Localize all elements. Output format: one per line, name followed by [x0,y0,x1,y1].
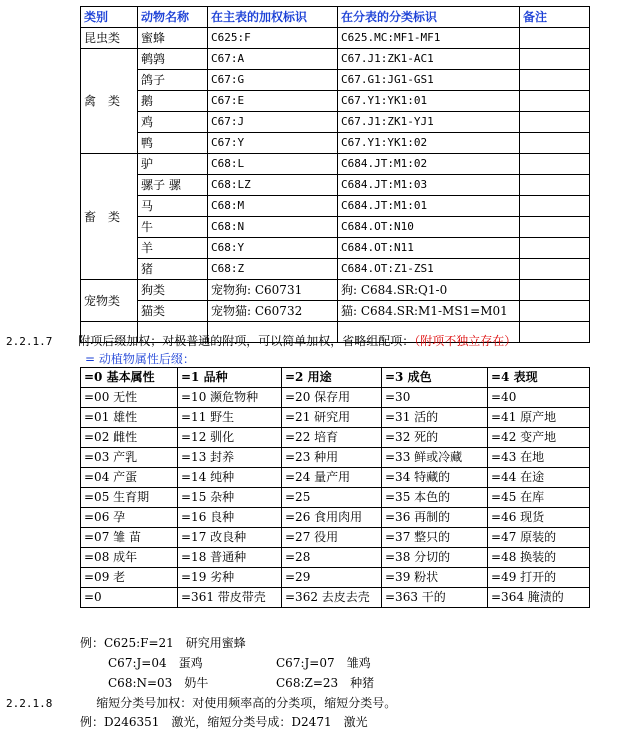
table-cell: 鹅 [138,91,208,112]
table-cell [520,238,590,259]
section-text: 缩短分类号加权：对使用频率高的分类项，缩短分类号。 [96,696,397,710]
table-cell: C68:L [208,154,338,175]
table-header-row [81,7,590,28]
table-cell: =24 量产用 [282,468,382,488]
table-cell: 蜜蜂 [138,28,208,49]
table-cell: =45 在库 [488,488,590,508]
table-cell: =03 产乳 [81,448,178,468]
header-remarks: 备注 [520,7,590,28]
table-cell: =14 纯种 [178,468,282,488]
header-category: 类别 [81,7,138,28]
table-cell: =27 役用 [282,528,382,548]
table-cell: C67:J [208,112,338,133]
table-cell: =12 驯化 [178,428,282,448]
header-appearance: =4 表现 [488,368,590,388]
table-cell: =32 死的 [382,428,488,448]
table-cell: =23 种用 [282,448,382,468]
header-main-weight-id: 在主表的加权标识 [208,7,338,28]
table-cell: C68:M [208,196,338,217]
table-cell: =00 无性 [81,388,178,408]
section-number: 2.2.1.7 [6,335,53,348]
table-row [81,70,590,91]
example-line-2a: C67:J=04 蛋鸡 [108,656,203,670]
table-cell: C684.JT:M1:03 [338,175,520,196]
table-cell: =22 培育 [282,428,382,448]
table-cell: =43 在地 [488,448,590,468]
table-row [81,196,590,217]
table-cell: C684.OT:N11 [338,238,520,259]
table-cell: C625:F [208,28,338,49]
table-cell: C684.JT:M1:02 [338,154,520,175]
table-cell: C68:Y [208,238,338,259]
table-cell: 羊 [138,238,208,259]
table-cell [520,49,590,70]
table-cell: =35 本色的 [382,488,488,508]
table-cell: C68:N [208,217,338,238]
table-cell: =49 打开的 [488,568,590,588]
header-basic-attr: =0 基本属性 [81,368,178,388]
table-cell: =18 普通种 [178,548,282,568]
table-cell: C625.MC:MF1-MF1 [338,28,520,49]
table-row [81,175,590,196]
table-cell: 鸽子 [138,70,208,91]
table-cell: =07 雏 苗 [81,528,178,548]
table-cell: =15 杂种 [178,488,282,508]
table-cell: =48 换装的 [488,548,590,568]
section-number: 2.2.1.8 [6,697,53,710]
table-row [81,49,590,70]
table-cell: C67.J1:ZK1-YJ1 [338,112,520,133]
table-cell [520,301,590,322]
table-cell: =361 带皮带壳 [178,588,282,608]
table-cell: =39 粉状 [382,568,488,588]
table-cell: =40 [488,388,590,408]
table-cell [520,217,590,238]
table-cell: 猫: C684.SR:M1-MS1=M01 [338,301,520,322]
table-cell: =44 在途 [488,468,590,488]
table-cell [520,112,590,133]
subheading-attr-suffix: = 动植物属性后缀： [85,352,195,366]
table-cell [520,133,590,154]
table-cell: 牛 [138,217,208,238]
table-cell: C67:A [208,49,338,70]
table-cell: 猫类 [138,301,208,322]
header-animal-name: 动物名称 [138,7,208,28]
table-cell: =11 野生 [178,408,282,428]
section-2217 [6,332,516,349]
table-row [81,488,590,508]
table-row [81,548,590,568]
table-cell: =30 [382,388,488,408]
table-cell: =29 [282,568,382,588]
table-cell: =17 改良种 [178,528,282,548]
table-cell [520,175,590,196]
example-line-2b: C67:J=07 雏鸡 [276,656,371,670]
table-cell: =16 良种 [178,508,282,528]
table-cell: =37 整只的 [382,528,488,548]
table-row [81,468,590,488]
table-cell: =33 鲜或冷藏 [382,448,488,468]
table-row [81,588,590,608]
table-cell: =08 成年 [81,548,178,568]
table-row [81,91,590,112]
animal-category-table [80,6,590,343]
table-cell [520,154,590,175]
table-cell: C67:G [208,70,338,91]
table-cell [520,28,590,49]
table-cell: C684.JT:M1:01 [338,196,520,217]
table-cell: =21 研究用 [282,408,382,428]
table-cell: =42 变产地 [488,428,590,448]
table-cell: =10 濒危物种 [178,388,282,408]
table-row [81,508,590,528]
table-cell [520,196,590,217]
table-cell: 昆虫类 [81,28,138,49]
table-row [81,388,590,408]
table-cell [520,70,590,91]
table-cell: 狗: C684.SR:Q1-0 [338,280,520,301]
table-cell: =06 孕 [81,508,178,528]
table-cell: C67.J1:ZK1-AC1 [338,49,520,70]
table-row [81,408,590,428]
table-row [81,217,590,238]
table-header-row [81,368,590,388]
table-row [81,528,590,548]
section-2218-example: 例：D246351 激光，缩短分类号成：D2471 激光 [80,715,368,729]
table-cell: =0 [81,588,178,608]
table-row [81,28,590,49]
table-cell: =46 现货 [488,508,590,528]
section-note: （附项不独立存在） [414,334,517,348]
table-cell: =364 腌渍的 [488,588,590,608]
table-cell: =26 食用肉用 [282,508,382,528]
table-row [81,280,590,301]
table-cell: 鸡 [138,112,208,133]
example-line-3a: C68:N=03 奶牛 [108,676,209,690]
table-cell [520,280,590,301]
table-cell: =41 原产地 [488,408,590,428]
table-row [81,259,590,280]
table-cell: =36 再制的 [382,508,488,528]
header-sub-class-id: 在分表的分类标识 [338,7,520,28]
table-cell: =01 雄性 [81,408,178,428]
table-cell: C67:E [208,91,338,112]
table-cell: =34 特藏的 [382,468,488,488]
table-cell: 猪 [138,259,208,280]
example-line-1: 例：C625:F=21 研究用蜜蜂 [80,636,246,650]
table-cell: =20 保存用 [282,388,382,408]
table-cell: 骡子 骡 [138,175,208,196]
table-cell: =363 干的 [382,588,488,608]
table-cell [520,322,590,343]
table-cell: C67.G1:JG1-GS1 [338,70,520,91]
table-cell: 畜 类 [81,154,138,280]
table-cell: C684.OT:N10 [338,217,520,238]
table-row [81,301,590,322]
table-cell: =362 去皮去壳 [282,588,382,608]
table-cell: =04 产蛋 [81,468,178,488]
table-cell: 宠物狗: C60731 [208,280,338,301]
table-row [81,568,590,588]
header-condition: =3 成色 [382,368,488,388]
table-cell: 宠物类 [81,280,138,322]
table-cell: =13 封养 [178,448,282,468]
table-cell: =02 雌性 [81,428,178,448]
table-cell: =47 原装的 [488,528,590,548]
table-cell: =25 [282,488,382,508]
section-text: 附项后缀加权；对极普通的附项，可以简单加权，省略组配项： [78,334,415,348]
table-row [81,133,590,154]
example-line-3b: C68:Z=23 种猪 [276,676,375,690]
header-usage: =2 用途 [282,368,382,388]
table-cell: C67.Y1:YK1:02 [338,133,520,154]
table-row [81,448,590,468]
table-cell: =19 劣种 [178,568,282,588]
table-cell: C67:Y [208,133,338,154]
section-2218 [6,694,396,711]
header-variety: =1 品种 [178,368,282,388]
table-row [81,428,590,448]
table-cell: 宠物猫: C60732 [208,301,338,322]
table-cell: =28 [282,548,382,568]
table-row [81,154,590,175]
table-cell: =38 分切的 [382,548,488,568]
table-cell: 鹌鹑 [138,49,208,70]
table-cell: =05 生育期 [81,488,178,508]
table-row [81,112,590,133]
table-cell: C68:LZ [208,175,338,196]
attribute-suffix-table [80,367,590,608]
table-cell: C68:Z [208,259,338,280]
table-cell: 鸭 [138,133,208,154]
table-row [81,238,590,259]
table-cell [520,259,590,280]
table-cell: 狗类 [138,280,208,301]
table-cell: 驴 [138,154,208,175]
table-cell: C67.Y1:YK1:01 [338,91,520,112]
table-cell: =09 老 [81,568,178,588]
table-cell: =31 活的 [382,408,488,428]
table-cell [520,91,590,112]
table-cell: 禽 类 [81,49,138,154]
table-cell: C684.OT:Z1-ZS1 [338,259,520,280]
table-cell: 马 [138,196,208,217]
